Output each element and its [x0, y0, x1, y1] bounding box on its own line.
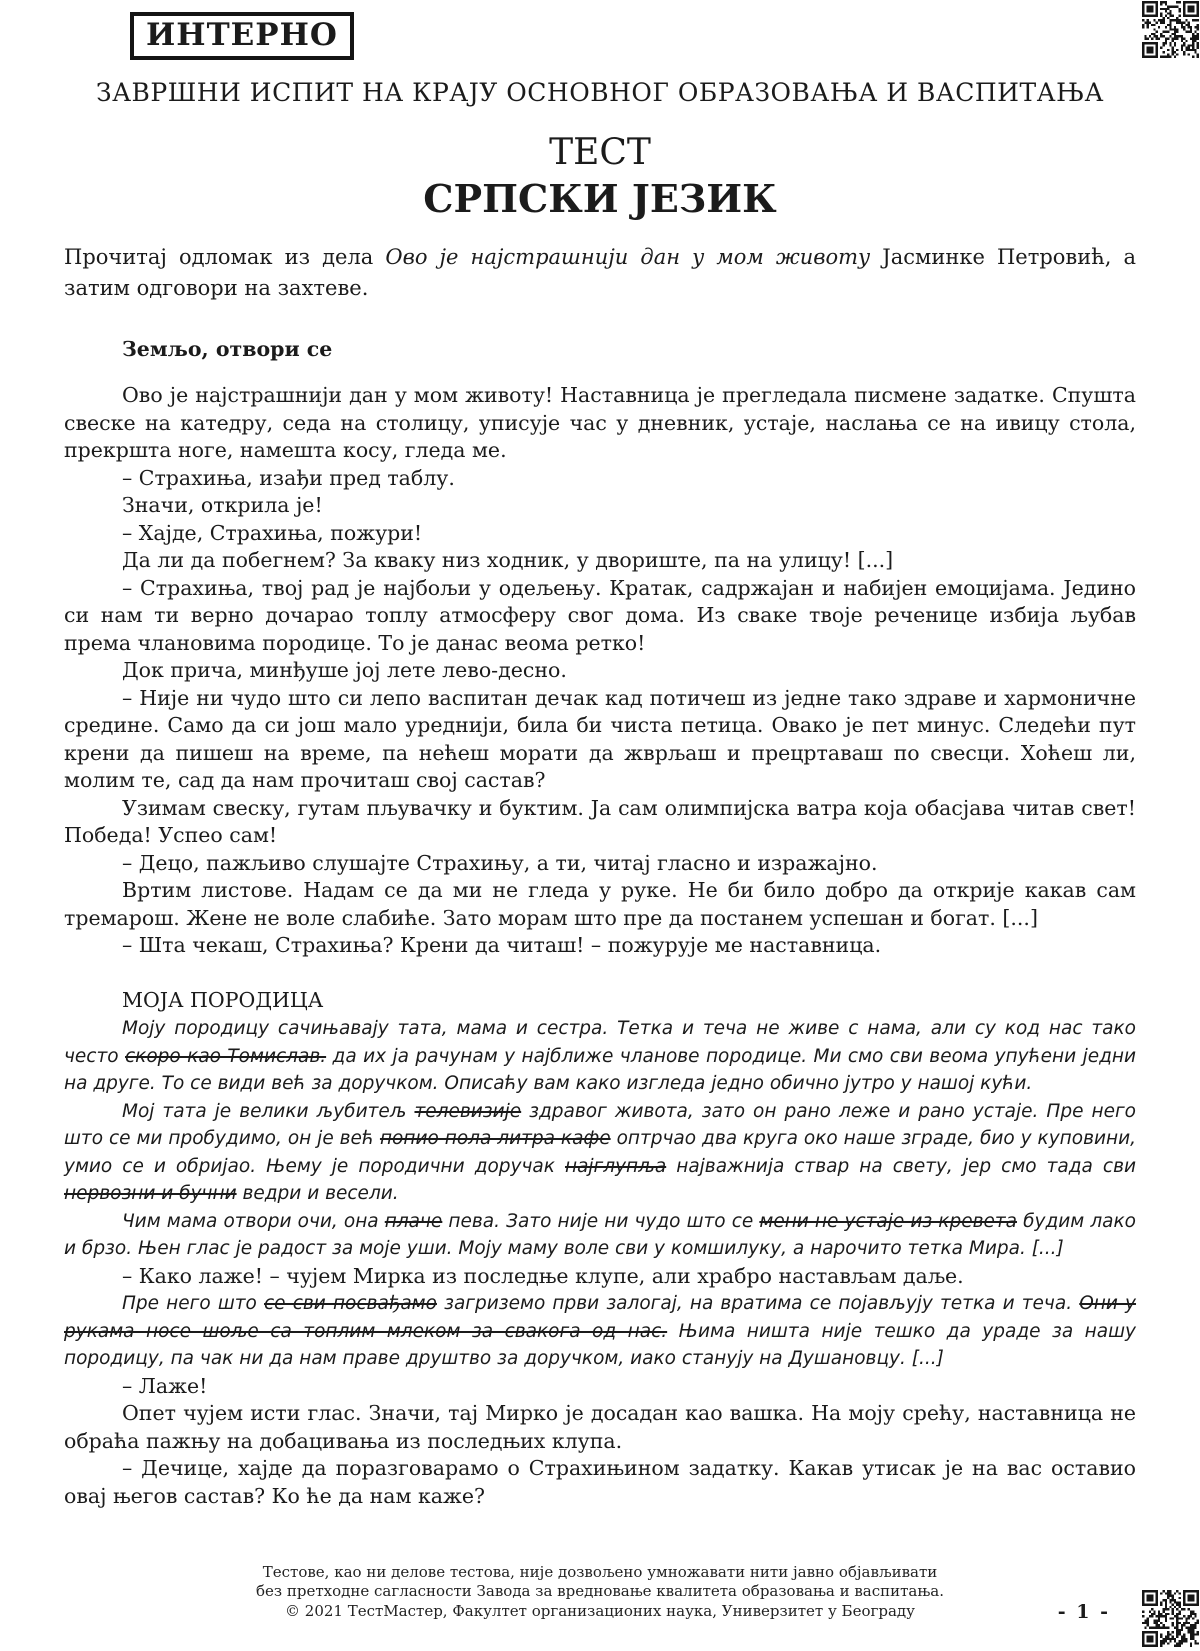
struck-text: најглупља — [564, 1155, 667, 1177]
story-paragraph — [64, 795, 1136, 850]
text-segment: Вртим листове. Надам се да ми не гледа у руке. Не би било добро да открије какав сам тремарош. Жене не воле слабиће. Зато морам што пре да постанем успешан и богат. [...] — [64, 878, 1136, 930]
text-segment: Земљо, отвори се — [122, 337, 333, 361]
qr-code-top-icon — [1142, 1, 1199, 58]
text-segment: Чим мама отвори очи, она — [122, 1210, 385, 1232]
intro-paragraph — [64, 242, 1136, 304]
story-paragraph — [64, 1455, 1136, 1510]
text-segment: – Није ни чудо што си лепо васпитан дечак кад потичеш из једне тако здраве и хармоничне средине. Само да си још мало уреднији, била би чиста петица. Овако је пет минус. Следећи пут крени да пишеш на време, па нећеш морати да жврљаш и прецртаваш по свесци. Хоћеш ли, молим те, сад да нам прочиташ свој састав? — [64, 685, 1136, 792]
story-paragraph — [64, 657, 1136, 685]
footer — [0, 1563, 1200, 1622]
text-column — [0, 242, 1200, 1510]
story-paragraph — [64, 685, 1136, 795]
text-segment: Узимам свеску, гутам пљувачку и буктим. Ја сам олимпијска ватра која обасјава читав свет! Победа! Успео сам! — [64, 795, 1136, 847]
text-segment: да их ја рачунам у најближе чланове породице. Ми смо сви веома упућени једни на друге. То се види већ за доручком. Описаћу вам како изгледа једно обично јутро у нашој кући. — [64, 1045, 1137, 1094]
test-label: ТЕСТ — [549, 132, 651, 173]
essay-title — [64, 987, 1136, 1015]
footer-line: Тестове, као ни делове тестова, није дозвољено умножавати нити јавно објављивати — [262, 1562, 938, 1581]
text-segment: Ово је најстрашнији дан у мом животу! Наставница је прегледала писмене задатке. Спушта свеске на катедру, седа на столицу, уписује час у дневник, устаје, наслања се на ивицу стола, прекршта ноге, намешта косу, гледа ме. — [64, 383, 1136, 462]
story-paragraph — [64, 465, 1136, 493]
text-segment: Моју породицу сачињавају тата, мама и сестра. Тетка и теча не живе с нама, али су код нас тако често — [64, 1018, 1136, 1067]
text-segment: – Шта чекаш, Страхиња? Крени да читаш! – пожурује ме наставница. — [122, 933, 882, 957]
page-number: - 1 - — [1057, 1601, 1110, 1623]
text-segment: Мој тата је велики љубитељ — [122, 1100, 415, 1122]
essay-paragraph — [64, 1208, 1136, 1263]
story-paragraph — [64, 575, 1136, 658]
text-segment: Значи, открила је! — [122, 493, 323, 517]
story-paragraph — [64, 520, 1136, 548]
text-segment: здравог живота, зато он рано леже и рано устаје. Пре него што се ми пробудимо, он је већ — [64, 1100, 1136, 1149]
struck-text: мени не устаје из кревета — [759, 1210, 1018, 1232]
text-segment: Опет чујем исти глас. Значи, тај Мирко је досадан као вашка. На моју срећу, наставница не обраћа пажњу на добацивања из последњих клупа. — [64, 1401, 1136, 1453]
text-segment: Пре него што — [122, 1293, 265, 1314]
story-heading — [64, 337, 1136, 361]
footer-line: без претходне сагласности Завода за вредновање квалитета образовања и васпитања. — [255, 1582, 944, 1600]
struck-text: плаче — [384, 1210, 443, 1232]
passage — [64, 337, 1136, 1510]
text-segment: – Децо, пажљиво слушајте Страхињу, а ти, читај гласно и изражајно. — [122, 850, 878, 875]
story-paragraph — [64, 492, 1136, 520]
text-segment: Њима ништа није тешко да ураде за нашу породицу, па чак ни да нам праве друштво за доручком, иако станују на Душановцу. [...] — [64, 1320, 1136, 1369]
text-segment: будим лако и брзо. Њен глас је радост за моје уши. Моју маму воле сви у комшилуку, а нарочито тетка Мира. [...] — [64, 1210, 1136, 1259]
struck-text: се сви посвађамо — [264, 1293, 437, 1314]
exam-title: ЗАВРШНИ ИСПИТ НА КРАЈУ ОСНОВНОГ ОБРАЗОВАЊА И ВАСПИТАЊА — [96, 78, 1104, 107]
interno-stamp: ИНТЕРНО — [130, 12, 354, 60]
text-segment: загриземо први залогај, на вратима се појављују тетка и теча. — [436, 1293, 1080, 1314]
subject-title: СРПСКИ ЈЕЗИК — [423, 176, 777, 221]
text-segment: оптрчао два круга око наше зграде, био у куповини, умио се и обријао. Њему је породични доручак — [64, 1128, 1136, 1177]
text-segment: МОЈА ПОРОДИЦА — [122, 987, 324, 1012]
text-segment: Да ли да побегнем? За кваку низ ходник, у двориште, па на улицу! [...] — [122, 548, 894, 572]
struck-text: нервозни и бучни — [64, 1183, 237, 1204]
text-segment: – Страхиња, твој рад је најбољи у одељењу. Кратак, садржајан и набијен емоцијама. Једино си нам ти верно дочарао топлу атмосферу свог дома. Из сваке твоје реченице избија љубав према члановима породице. То је данас веома ретко! — [64, 575, 1136, 655]
story-paragraph — [64, 1373, 1136, 1401]
text-segment: – Страхиња, изађи пред таблу. — [122, 465, 455, 490]
story-paragraph — [64, 1400, 1136, 1455]
story-paragraph — [64, 1263, 1136, 1291]
text-segment: – Дечице, хајде да поразговарамо о Страхињином задатку. Какав утисак је на вас оставио овај његов састав? Ко ће да нам каже? — [64, 1456, 1136, 1508]
story-paragraph — [64, 382, 1136, 465]
essay-paragraph — [64, 1098, 1136, 1208]
text-segment: Док прича, минђуше јој лете лево-десно. — [122, 658, 567, 682]
text-segment: – Хајде, Страхиња, пожури! — [122, 520, 423, 545]
story-paragraph — [64, 877, 1136, 932]
story-paragraph — [64, 850, 1136, 878]
story-paragraph — [64, 932, 1136, 960]
story-paragraph — [64, 547, 1136, 575]
struck-text: Они у рукама носе шоље са топлим млеком за свакога од нас. — [64, 1293, 1137, 1342]
text-segment: – Лаже! — [122, 1373, 208, 1398]
struck-text: скоро као Томислав. — [125, 1045, 327, 1067]
struck-text: телевизије — [414, 1100, 522, 1122]
intro-suffix: Јасминке Петровић, а затим одговори на захтеве. — [64, 245, 1137, 300]
book-title: Ово је најстрашнији дан у мом животу — [385, 245, 871, 269]
struck-text: попио пола литра кафе — [379, 1128, 611, 1149]
text-segment: најважнија ствар на свету, јер смо тада сви — [666, 1155, 1136, 1177]
intro-prefix: Прочитај одломак из дела — [64, 245, 386, 269]
text-segment: – Како лаже! – чујем Мирка из последње клупе, али храбро настављам даље. — [122, 1263, 964, 1288]
essay-paragraph — [64, 1290, 1136, 1373]
text-segment: пева. Зато није ни чудо што се — [442, 1210, 760, 1232]
footer-line: © 2021 ТестМастер, Факултет организационих наука, Универзитет у Београду — [285, 1601, 915, 1620]
essay-paragraph — [64, 1015, 1136, 1098]
text-segment: ведри и весели. — [236, 1183, 399, 1204]
